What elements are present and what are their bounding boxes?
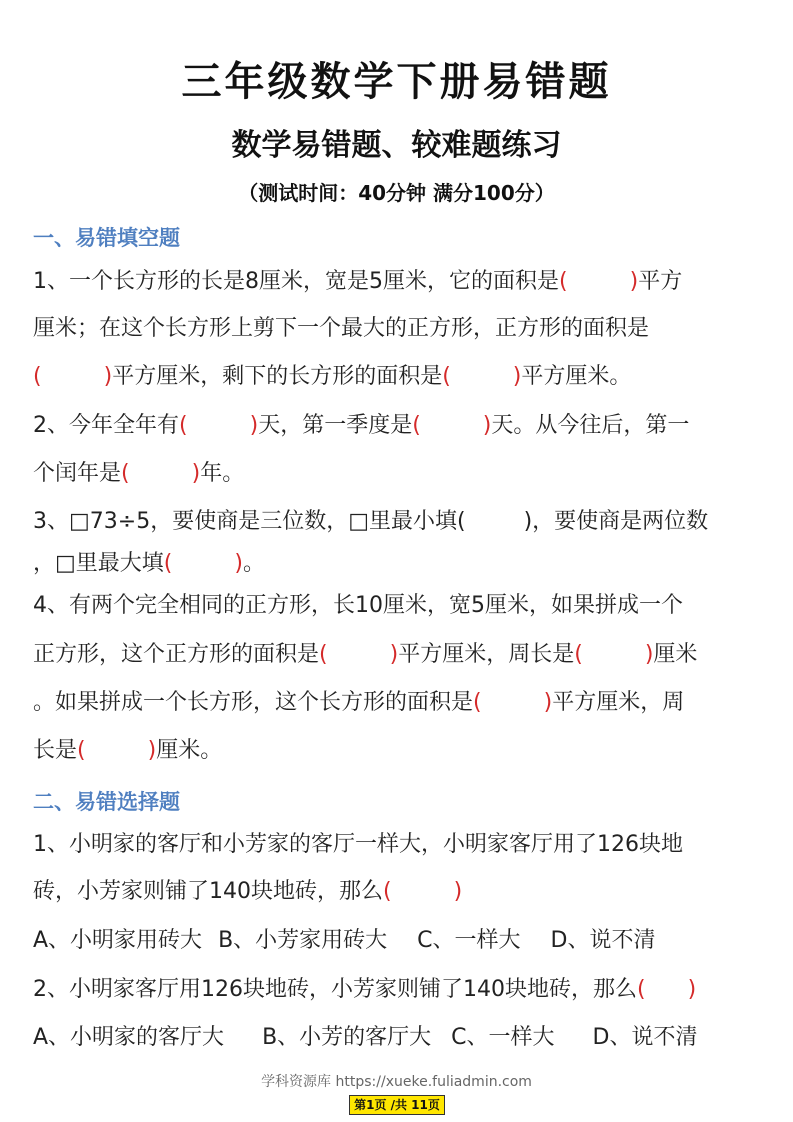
option-b: B、小芳的客厅大 [262,1025,432,1050]
question-line: 2、小明家客厅用126块地砖，小芳家则铺了140块地砖，那么( ) [33,977,697,1002]
question-line: ，□里最大填( )。 [33,551,265,576]
option-a: A、小明家用砖大 [33,928,203,953]
option-d: D、说不清 [550,928,656,953]
footer-source: 学科资源库 https://xueke.fuliadmin.com [261,1074,532,1090]
option-d: D、说不清 [592,1025,698,1050]
section-heading-multiple-choice: 二、易错选择题 [33,790,180,814]
option-a: A、小明家的客厅大 [33,1025,225,1050]
question-line: 1、一个长方形的长是8厘米，宽是5厘米，它的面积是( )平方 [33,269,683,294]
question-line: 。如果拼成一个长方形，这个长方形的面积是( )平方厘米，周 [33,690,685,715]
choice-options [33,926,763,956]
section-heading-fill-blank: 一、易错填空题 [33,226,180,250]
question-line: 长是( )厘米。 [33,738,223,763]
page-number-badge: 第1页 /共 11页 [349,1095,445,1115]
document-title: 三年级数学下册易错题 [181,59,612,105]
option-c: C、一样大 [417,928,521,953]
test-info: （测试时间：40分钟 满分100分） [238,181,555,205]
question-line: 2、今年全年有( )天，第一季度是( )天。从今往后，第一 [33,413,690,438]
option-c: C、一样大 [451,1025,555,1050]
question-line: 个闰年是( )年。 [33,461,245,486]
question-line: 正方形，这个正方形的面积是( )平方厘米，周长是( )厘米 [33,642,698,667]
question-line: 1、小明家的客厅和小芳家的客厅一样大，小明家客厅用了126块地 [33,832,683,857]
question-line: 3、□73÷5，要使商是三位数，□里最小填( )，要使商是两位数 [33,509,709,534]
question-line: 4、有两个完全相同的正方形，长10厘米，宽5厘米，如果拼成一个 [33,593,683,618]
document-subtitle: 数学易错题、较难题练习 [231,128,562,163]
question-line: 厘米；在这个长方形上剪下一个最大的正方形，正方形的面积是 [33,316,650,341]
question-line: 砖，小芳家则铺了140块地砖，那么( ) [33,879,463,904]
question-line: ( )平方厘米，剩下的长方形的面积是( )平方厘米。 [33,364,632,389]
option-b: B、小芳家用砖大 [218,928,388,953]
choice-options [33,1023,763,1053]
